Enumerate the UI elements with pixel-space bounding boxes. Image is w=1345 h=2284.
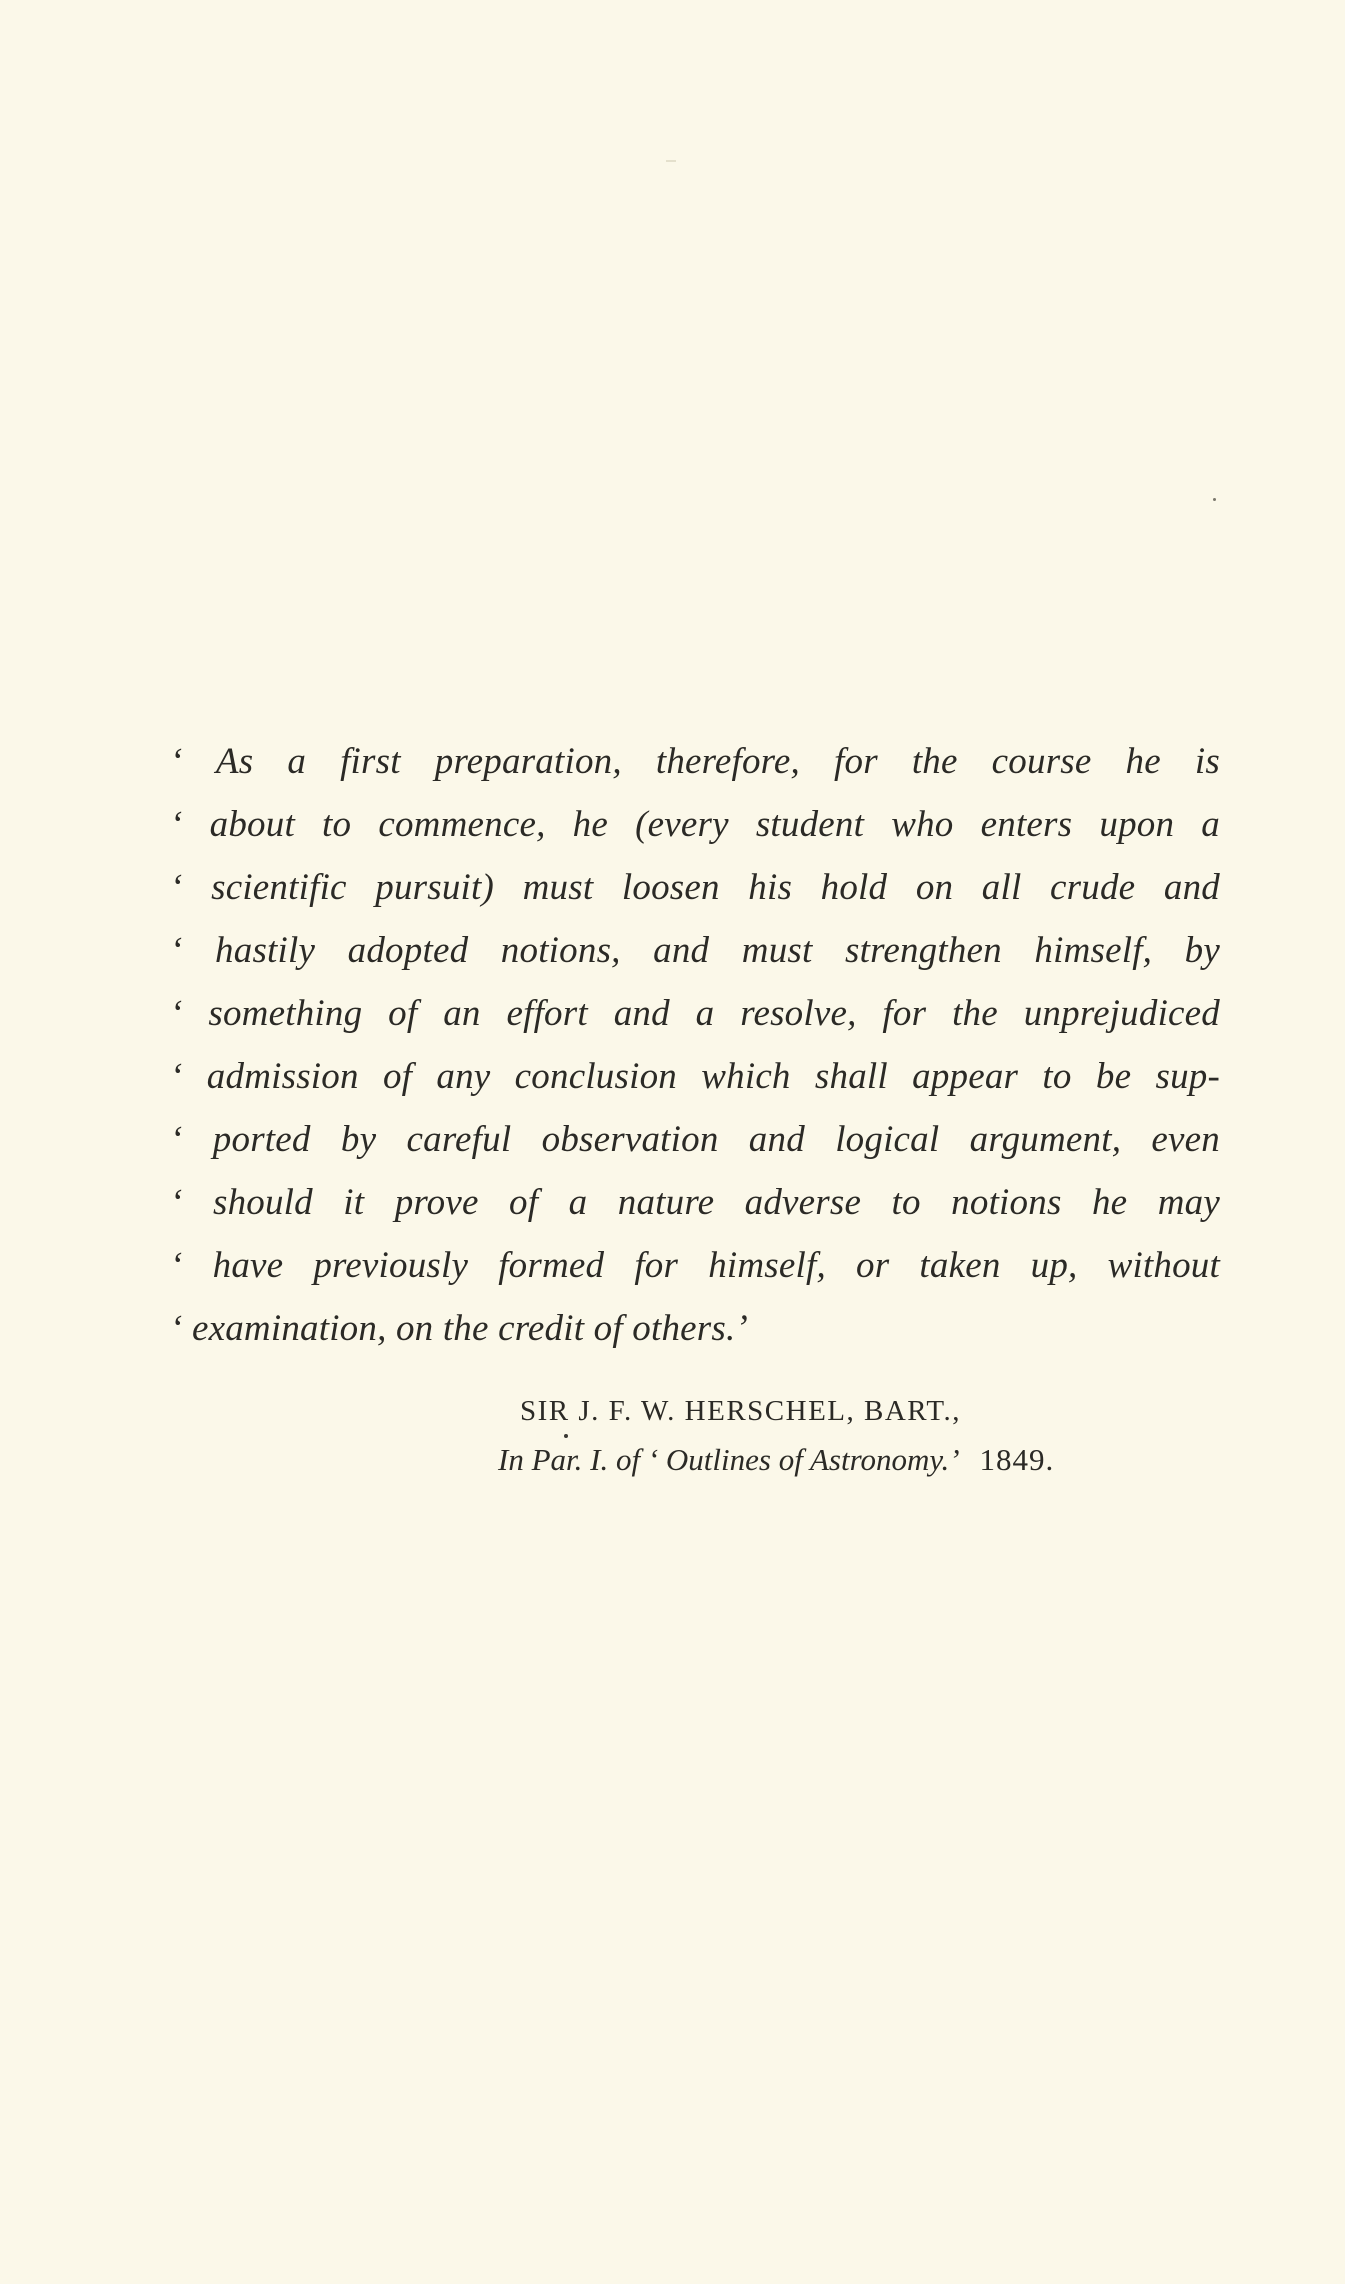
attribution-source-line: [498, 1440, 1054, 1480]
quote-line: ‘ hastily adopted notions, and must strengthen himself, by: [170, 930, 1220, 971]
page-speck: [1213, 498, 1216, 501]
quote-line: ‘ scientific pursuit) must loosen his hold on all crude and: [170, 867, 1220, 908]
quote-line: ‘ about to commence, he (every student who enters upon a: [170, 804, 1220, 845]
quote-line: ‘ should it prove of a nature adverse to notions he may: [170, 1182, 1220, 1223]
quote-line: ‘ examination, on the credit of others.’: [170, 1308, 748, 1349]
quote-line: ‘ something of an effort and a resolve, for the unprejudiced: [170, 993, 1220, 1034]
quote-line: ‘ As a first preparation, therefore, for the course he is: [170, 741, 1220, 782]
attribution-source: In Par. I. of ‘ Outlines of Astronomy.’: [498, 1442, 960, 1477]
attribution-author: SIR J. F. W. HERSCHEL, BART.,: [520, 1395, 961, 1427]
quote-line: ‘ have previously formed for himself, or taken up, without: [170, 1245, 1220, 1286]
quote-line: ‘ ported by careful observation and logical argument, even: [170, 1119, 1220, 1160]
quote-line: ‘ admission of any conclusion which shall appear to be sup-: [170, 1056, 1220, 1097]
page-smudge: [666, 160, 676, 162]
ink-dot: [564, 1434, 568, 1438]
attribution-year: 1849.: [979, 1442, 1055, 1477]
